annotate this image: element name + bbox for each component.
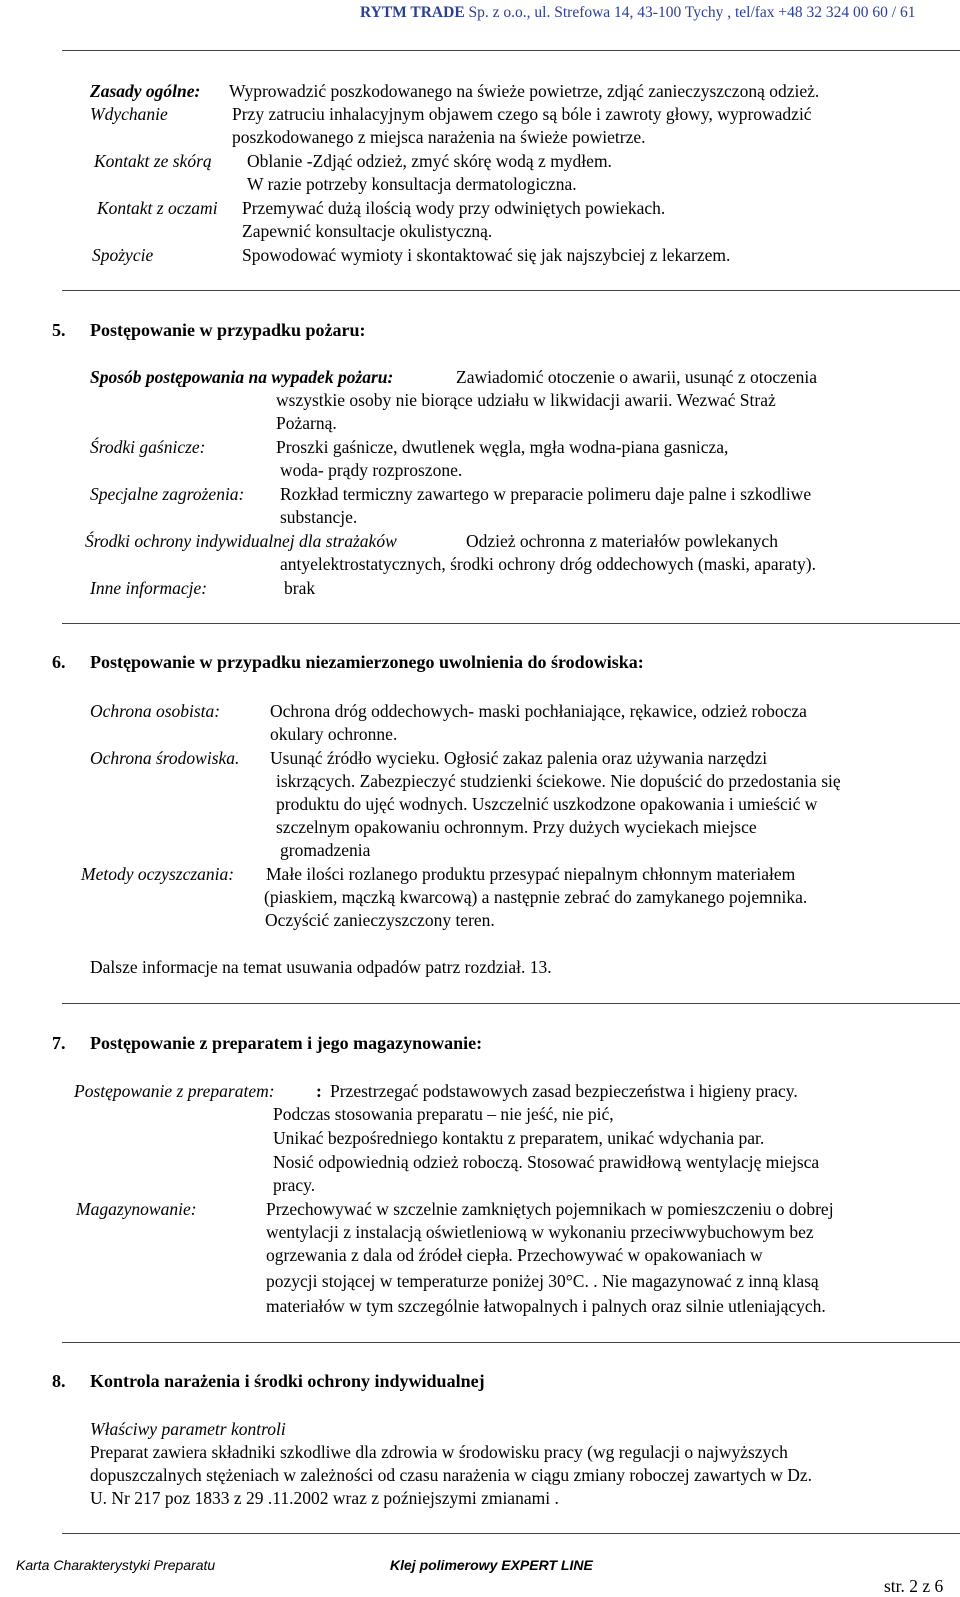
- handling-label: Postępowanie z preparatem:: [74, 1081, 275, 1101]
- cleanup-text-2: (piaskiem, mączką kwarcową) a następnie zebrać do zamykanego pojemnika.: [264, 887, 808, 907]
- handling-text-4: Nosić odpowiednią odzież roboczą. Stosować prawidłową wentylację miejsca: [273, 1152, 820, 1172]
- general-text: Wyprowadzić poszkodowanego na świeże powietrze, zdjąć zanieczyszczoną odzież.: [229, 81, 820, 101]
- company-address: Sp. z o.o., ul. Strefowa 14, 43-100 Tychy , tel/fax +48 32 324 00 60 / 61: [464, 4, 916, 21]
- other-label: Inne informacje:: [90, 578, 208, 598]
- section-number: 6.: [52, 652, 66, 672]
- divider: [62, 290, 960, 291]
- general-label: Zasady ogólne:: [90, 81, 201, 101]
- divider: [62, 1342, 960, 1343]
- ppe-label: Środki ochrony indywidualnej dla strażaków: [85, 531, 397, 551]
- cleanup-text-3: Oczyścić zanieczyszczony teren.: [265, 910, 495, 930]
- eyes-label: Kontakt z oczami: [97, 198, 218, 218]
- storage-text-3: ogrzewania z dala od źródeł ciepła. Przechowywać w opakowaniach w: [266, 1245, 763, 1265]
- page-number: str. 2 z 6: [884, 1576, 944, 1596]
- section-number: 7.: [52, 1033, 66, 1053]
- handling-text-2: Podczas stosowania preparatu – nie jeść, nie pić,: [273, 1104, 614, 1124]
- storage-text-1: Przechowywać w szczelnie zamkniętych pojemnikach w pomieszczeniu o dobrej: [266, 1199, 834, 1219]
- company-name: RYTM TRADE: [360, 4, 465, 21]
- ppe-text-2: antyelektrostatycznych, środki ochrony dróg oddechowych (maski, aparaty).: [280, 554, 817, 574]
- environment-text-4: szczelnym opakowaniu ochronnym. Przy dużych wyciekach miejsce: [276, 817, 757, 837]
- environment-text-2: iskrzących. Zabezpieczyć studzienki ściekowe. Nie dopuścić do przedostania się: [276, 771, 841, 791]
- disposal-reference: Dalsze informacje na temat usuwania odpadów patrz rozdział. 13.: [90, 957, 552, 977]
- divider: [62, 1003, 960, 1004]
- handling-text-5: pracy.: [273, 1175, 316, 1195]
- eyes-text-2: Zapewnić konsultacje okulistyczną.: [242, 221, 493, 241]
- inhalation-text-2: poszkodowanego z miejsca narażenia na świeże powietrze.: [232, 127, 646, 147]
- storage-label: Magazynowanie:: [76, 1199, 197, 1219]
- hazards-label: Specjalne zagrożenia:: [90, 484, 245, 504]
- section-title: Postępowanie w przypadku pożaru:: [90, 320, 366, 340]
- procedure-text-1: Zawiadomić otoczenie o awarii, usunąć z otoczenia: [456, 367, 818, 387]
- skin-text-2: W razie potrzeby konsultacja dermatologiczna.: [247, 174, 577, 194]
- page-header: [360, 4, 915, 22]
- storage-text-2: wentylacji z instalacją oświetleniową w wykonaniu przeciwwybuchowym bez: [266, 1222, 814, 1242]
- procedure-label: Sposób postępowania na wypadek pożaru:: [90, 367, 394, 387]
- hazards-text-1: Rozkład termiczny zawartego w preparacie polimeru daje palne i szkodliwe: [280, 484, 812, 504]
- environment-label: Ochrona środowiska.: [90, 748, 240, 768]
- skin-label: Kontakt ze skórą: [94, 151, 212, 171]
- inhalation-text-1: Przy zatruciu inhalacyjnym objawem czego są bóle i zawroty głowy, wyprowadzić: [232, 104, 812, 124]
- section-number: 5.: [52, 320, 66, 340]
- section-number: 8.: [52, 1371, 66, 1391]
- storage-text-4: pozycji stojącej w temperaturze poniżej 30°C. . Nie magazynować z inną klasą: [266, 1271, 819, 1291]
- personal-text-1: Ochrona dróg oddechowych- maski pochłaniające, rękawice, odzież robocza: [270, 701, 807, 721]
- footer-document-name: Karta Charakterystyki Preparatu: [16, 1557, 216, 1573]
- procedure-text-3: Pożarną.: [276, 413, 337, 433]
- eyes-text-1: Przemywać dużą ilością wody przy odwiniętych powiekach.: [242, 198, 666, 218]
- cleanup-text-1: Małe ilości rozlanego produktu przesypać niepalnym chłonnym materiałem: [266, 864, 796, 884]
- control-parameter-text-1: Preparat zawiera składniki szkodliwe dla zdrowia w środowisku pracy (wg regulacji o najwyższych: [90, 1442, 788, 1462]
- media-text-1: Proszki gaśnicze, dwutlenek węgla, mgła wodna-piana gasnicza,: [276, 437, 729, 457]
- divider: [62, 623, 960, 624]
- divider: [62, 50, 960, 51]
- personal-label: Ochrona osobista:: [90, 701, 221, 721]
- handling-colon: :: [316, 1081, 322, 1101]
- divider: [62, 1533, 960, 1534]
- environment-text-5: gromadzenia: [280, 840, 371, 860]
- environment-text-3: produktu do ujęć wodnych. Uszczelnić uszkodzone opakowania i umieścić w: [276, 794, 818, 814]
- ingestion-text: Spowodować wymioty i skontaktować się jak najszybciej z lekarzem.: [242, 245, 731, 265]
- control-parameter-text-3: U. Nr 217 poz 1833 z 29 .11.2002 wraz z poźniejszymi zmianami .: [90, 1488, 559, 1508]
- skin-text-1: Oblanie -Zdjąć odzież, zmyć skórę wodą z mydłem.: [247, 151, 612, 171]
- media-text-2: woda- prądy rozproszone.: [280, 460, 463, 480]
- media-label: Środki gaśnicze:: [90, 437, 206, 457]
- handling-text-1: Przestrzegać podstawowych zasad bezpieczeństwa i higieny pracy.: [330, 1081, 798, 1101]
- hazards-text-2: substancje.: [280, 507, 358, 527]
- control-parameter-label: Właściwy parametr kontroli: [90, 1419, 286, 1439]
- environment-text-1: Usunąć źródło wycieku. Ogłosić zakaz palenia oraz używania narzędzi: [270, 748, 768, 768]
- section-title: Postępowanie w przypadku niezamierzonego uwolnienia do środowiska:: [90, 652, 644, 672]
- control-parameter-text-2: dopuszczalnych stężeniach w zależności od czasu narażenia w ciągu zmiany roboczej zawartych w Dz.: [90, 1465, 813, 1485]
- ppe-text-1: Odzież ochronna z materiałów powlekanych: [466, 531, 778, 551]
- personal-text-2: okulary ochronne.: [270, 724, 398, 744]
- footer-product-name: Klej polimerowy EXPERT LINE: [390, 1557, 593, 1573]
- other-text: brak: [284, 578, 316, 598]
- section-title: Kontrola narażenia i środki ochrony indywidualnej: [90, 1371, 485, 1391]
- section-title: Postępowanie z preparatem i jego magazynowanie:: [90, 1033, 483, 1053]
- cleanup-label: Metody oczyszczania:: [81, 864, 235, 884]
- handling-text-3: Unikać bezpośredniego kontaktu z preparatem, unikać wdychania par.: [273, 1128, 765, 1148]
- inhalation-label: Wdychanie: [90, 104, 168, 124]
- storage-text-5: materiałów w tym szczególnie łatwopalnych i palnych oraz silnie utleniających.: [266, 1296, 826, 1316]
- ingestion-label: Spożycie: [92, 245, 154, 265]
- procedure-text-2: wszystkie osoby nie biorące udziału w likwidacji awarii. Wezwać Straż: [276, 390, 776, 410]
